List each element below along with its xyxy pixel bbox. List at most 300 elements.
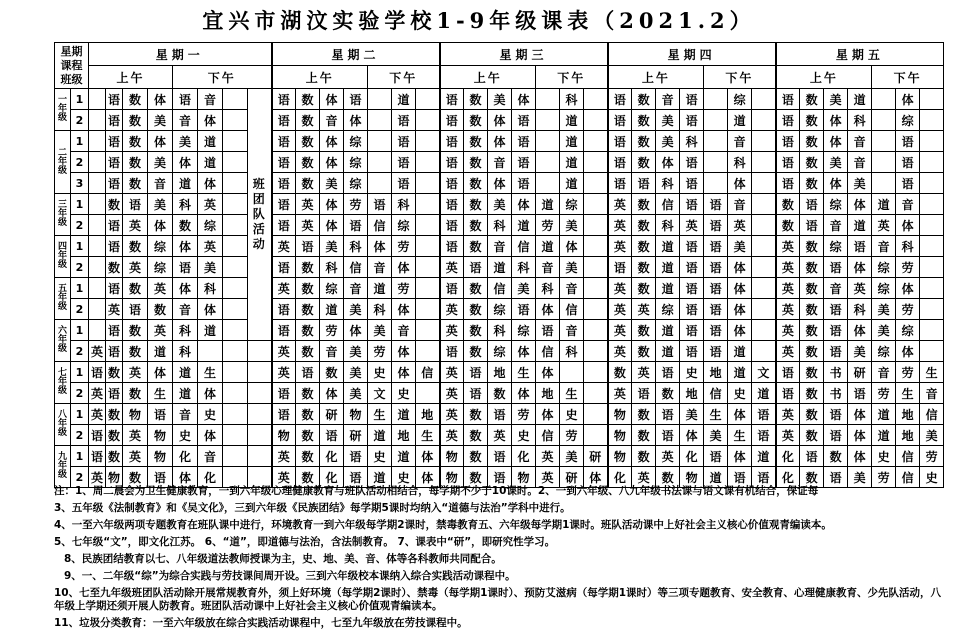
course-cell: 综 bbox=[560, 194, 584, 215]
course-cell: 英 bbox=[272, 467, 296, 488]
course-cell: 体 bbox=[560, 236, 584, 257]
course-cell: 数 bbox=[296, 446, 320, 467]
course-cell bbox=[584, 278, 608, 299]
course-cell: 音 bbox=[824, 278, 848, 299]
course-cell: 语 bbox=[512, 299, 536, 320]
corner-label: 课程 bbox=[60, 58, 83, 72]
course-cell bbox=[89, 320, 106, 341]
course-cell: 道 bbox=[198, 131, 223, 152]
course-cell: 体 bbox=[416, 467, 440, 488]
course-cell: 语 bbox=[896, 131, 920, 152]
class-number: 1 bbox=[71, 362, 89, 383]
class-number: 2 bbox=[71, 467, 89, 488]
table-row bbox=[55, 131, 944, 152]
course-cell: 语 bbox=[440, 89, 464, 110]
course-cell: 生 bbox=[704, 404, 728, 425]
course-cell: 数 bbox=[296, 383, 320, 404]
course-cell: 道 bbox=[752, 446, 776, 467]
grade-label: 八年级 bbox=[55, 404, 71, 446]
course-cell: 英 bbox=[632, 299, 656, 320]
course-cell bbox=[872, 110, 896, 131]
course-cell: 信 bbox=[368, 215, 392, 236]
course-cell: 科 bbox=[680, 131, 704, 152]
course-cell: 美 bbox=[560, 446, 584, 467]
course-cell: 语 bbox=[392, 131, 416, 152]
course-cell: 体 bbox=[198, 425, 223, 446]
course-cell bbox=[920, 194, 944, 215]
course-cell: 数 bbox=[173, 215, 198, 236]
course-cell: 化 bbox=[680, 446, 704, 467]
course-cell bbox=[584, 194, 608, 215]
course-cell bbox=[704, 173, 728, 194]
course-cell: 美 bbox=[368, 320, 392, 341]
course-cell: 体 bbox=[173, 278, 198, 299]
course-cell bbox=[416, 383, 440, 404]
header-row-ampm bbox=[55, 66, 944, 89]
course-cell bbox=[584, 110, 608, 131]
course-cell: 地 bbox=[488, 362, 512, 383]
course-cell: 语 bbox=[173, 257, 198, 278]
course-cell: 语 bbox=[464, 257, 488, 278]
course-cell: 语 bbox=[272, 320, 296, 341]
course-cell bbox=[920, 257, 944, 278]
course-cell: 语 bbox=[704, 257, 728, 278]
course-cell: 数 bbox=[464, 320, 488, 341]
class-number: 1 bbox=[71, 278, 89, 299]
grade-label: 六年级 bbox=[55, 320, 71, 362]
course-cell: 地 bbox=[392, 425, 416, 446]
course-cell: 体 bbox=[344, 110, 368, 131]
table-row bbox=[55, 257, 944, 278]
course-cell: 数 bbox=[656, 467, 680, 488]
course-cell bbox=[89, 194, 106, 215]
course-cell: 语 bbox=[106, 110, 123, 131]
course-cell: 物 bbox=[608, 425, 632, 446]
course-cell: 美 bbox=[920, 425, 944, 446]
course-cell bbox=[416, 131, 440, 152]
course-cell: 美 bbox=[560, 257, 584, 278]
course-cell: 体 bbox=[896, 89, 920, 110]
course-cell: 体 bbox=[488, 110, 512, 131]
course-cell: 英 bbox=[123, 362, 148, 383]
course-cell bbox=[584, 404, 608, 425]
course-cell: 劳 bbox=[320, 320, 344, 341]
course-cell: 音 bbox=[173, 404, 198, 425]
course-cell: 综 bbox=[728, 89, 752, 110]
course-cell: 语 bbox=[752, 404, 776, 425]
course-cell: 道 bbox=[148, 341, 173, 362]
course-cell: 道 bbox=[560, 173, 584, 194]
course-cell bbox=[920, 299, 944, 320]
course-cell: 体 bbox=[824, 173, 848, 194]
course-cell: 体 bbox=[824, 131, 848, 152]
course-cell: 物 bbox=[440, 446, 464, 467]
course-cell: 美 bbox=[344, 383, 368, 404]
course-cell: 科 bbox=[896, 236, 920, 257]
course-cell: 综 bbox=[488, 341, 512, 362]
course-cell: 音 bbox=[824, 215, 848, 236]
course-cell: 英 bbox=[680, 215, 704, 236]
course-cell: 语 bbox=[272, 404, 296, 425]
course-cell: 语 bbox=[800, 215, 824, 236]
course-cell: 语 bbox=[440, 131, 464, 152]
table-row bbox=[55, 425, 944, 446]
course-cell: 英 bbox=[776, 404, 800, 425]
class-number: 2 bbox=[71, 152, 89, 173]
course-cell bbox=[248, 404, 272, 425]
course-cell: 劳 bbox=[920, 446, 944, 467]
course-cell: 体 bbox=[728, 404, 752, 425]
course-cell: 美 bbox=[198, 257, 223, 278]
course-cell bbox=[704, 131, 728, 152]
course-cell: 道 bbox=[173, 173, 198, 194]
course-cell: 语 bbox=[512, 131, 536, 152]
course-cell: 语 bbox=[440, 110, 464, 131]
course-cell: 美 bbox=[173, 131, 198, 152]
course-cell: 地 bbox=[896, 425, 920, 446]
course-cell: 数 bbox=[106, 362, 123, 383]
course-cell bbox=[248, 362, 272, 383]
course-cell: 数 bbox=[464, 215, 488, 236]
course-cell bbox=[416, 152, 440, 173]
course-cell: 语 bbox=[106, 278, 123, 299]
course-cell bbox=[223, 362, 248, 383]
course-cell: 数 bbox=[632, 425, 656, 446]
course-cell: 科 bbox=[198, 278, 223, 299]
grade-label: 五年级 bbox=[55, 278, 71, 320]
course-cell: 数 bbox=[632, 110, 656, 131]
table-row bbox=[55, 152, 944, 173]
course-cell: 英 bbox=[106, 299, 123, 320]
course-cell: 信 bbox=[560, 299, 584, 320]
course-cell: 语 bbox=[440, 278, 464, 299]
course-cell: 数 bbox=[800, 467, 824, 488]
course-cell: 史 bbox=[368, 446, 392, 467]
table-row bbox=[55, 110, 944, 131]
course-cell: 美 bbox=[560, 215, 584, 236]
course-cell: 语 bbox=[728, 467, 752, 488]
course-cell bbox=[584, 341, 608, 362]
course-cell: 英 bbox=[440, 362, 464, 383]
note-line: 4、一至六年级两项专题教育在班队课中进行，环境教育一到六年级每学期2课时，禁毒教育五、六年级每学期1课时。班队活动课中上好社会主义核心价值观青编读本。 bbox=[54, 519, 832, 531]
course-cell bbox=[368, 173, 392, 194]
course-cell: 体 bbox=[848, 257, 872, 278]
course-cell: 化 bbox=[608, 467, 632, 488]
course-cell: 语 bbox=[776, 362, 800, 383]
course-cell: 劳 bbox=[536, 215, 560, 236]
course-cell bbox=[223, 257, 248, 278]
course-cell: 英 bbox=[272, 362, 296, 383]
course-cell: 语 bbox=[536, 320, 560, 341]
course-cell: 音 bbox=[896, 194, 920, 215]
course-cell bbox=[89, 215, 106, 236]
class-number: 1 bbox=[71, 236, 89, 257]
course-cell: 语 bbox=[680, 278, 704, 299]
course-cell: 数 bbox=[123, 278, 148, 299]
corner-label: 班级 bbox=[60, 72, 83, 86]
course-cell: 道 bbox=[173, 362, 198, 383]
table-row bbox=[55, 194, 944, 215]
course-cell: 英 bbox=[776, 425, 800, 446]
course-cell: 美 bbox=[512, 278, 536, 299]
course-cell bbox=[223, 152, 248, 173]
course-cell: 英 bbox=[296, 215, 320, 236]
course-cell bbox=[920, 278, 944, 299]
course-cell: 语 bbox=[272, 152, 296, 173]
course-cell: 语 bbox=[464, 383, 488, 404]
course-cell: 音 bbox=[872, 236, 896, 257]
course-cell bbox=[89, 110, 106, 131]
course-cell: 语 bbox=[392, 152, 416, 173]
course-cell: 史 bbox=[198, 404, 223, 425]
course-cell bbox=[89, 278, 106, 299]
course-cell: 英 bbox=[440, 425, 464, 446]
morning-header: 上午 bbox=[440, 66, 536, 89]
course-cell: 体 bbox=[728, 278, 752, 299]
course-cell bbox=[89, 89, 106, 110]
course-cell: 英 bbox=[536, 446, 560, 467]
course-cell: 美 bbox=[824, 152, 848, 173]
course-cell: 道 bbox=[392, 89, 416, 110]
course-cell: 体 bbox=[536, 299, 560, 320]
course-cell: 美 bbox=[872, 299, 896, 320]
course-cell: 英 bbox=[440, 383, 464, 404]
course-cell: 英 bbox=[488, 425, 512, 446]
course-cell: 劳 bbox=[392, 236, 416, 257]
course-cell bbox=[872, 152, 896, 173]
course-cell bbox=[416, 215, 440, 236]
activity-char: 队 bbox=[252, 207, 266, 221]
course-cell: 体 bbox=[848, 404, 872, 425]
course-cell: 科 bbox=[848, 110, 872, 131]
course-cell bbox=[536, 152, 560, 173]
course-cell: 史 bbox=[872, 446, 896, 467]
course-cell bbox=[584, 362, 608, 383]
course-cell: 数 bbox=[632, 257, 656, 278]
course-cell: 道 bbox=[368, 425, 392, 446]
course-cell: 科 bbox=[656, 215, 680, 236]
course-cell bbox=[536, 110, 560, 131]
course-cell: 综 bbox=[344, 152, 368, 173]
course-cell: 道 bbox=[656, 320, 680, 341]
course-cell: 英 bbox=[608, 278, 632, 299]
course-cell: 语 bbox=[89, 446, 106, 467]
course-cell bbox=[584, 152, 608, 173]
class-number: 3 bbox=[71, 173, 89, 194]
course-cell bbox=[223, 236, 248, 257]
course-cell: 体 bbox=[824, 110, 848, 131]
course-cell: 美 bbox=[344, 341, 368, 362]
course-cell bbox=[920, 236, 944, 257]
course-cell bbox=[223, 131, 248, 152]
course-cell bbox=[752, 194, 776, 215]
course-cell: 英 bbox=[776, 278, 800, 299]
course-cell bbox=[198, 341, 223, 362]
course-cell: 综 bbox=[344, 131, 368, 152]
course-cell: 数 bbox=[296, 341, 320, 362]
course-cell: 语 bbox=[680, 194, 704, 215]
course-cell: 道 bbox=[656, 278, 680, 299]
day-header-5: 星期五 bbox=[776, 43, 944, 66]
course-cell: 综 bbox=[872, 278, 896, 299]
course-cell: 综 bbox=[320, 278, 344, 299]
course-cell bbox=[752, 299, 776, 320]
course-cell bbox=[584, 173, 608, 194]
course-cell: 数 bbox=[296, 89, 320, 110]
course-cell: 物 bbox=[148, 446, 173, 467]
morning-header: 上午 bbox=[608, 66, 704, 89]
course-cell: 道 bbox=[560, 131, 584, 152]
day-header-4: 星期四 bbox=[608, 43, 776, 66]
course-cell: 数 bbox=[296, 299, 320, 320]
course-cell: 语 bbox=[272, 173, 296, 194]
course-cell: 语 bbox=[824, 425, 848, 446]
course-cell: 体 bbox=[512, 89, 536, 110]
course-cell: 数 bbox=[632, 89, 656, 110]
course-cell: 数 bbox=[464, 404, 488, 425]
course-cell: 语 bbox=[752, 467, 776, 488]
course-cell: 数 bbox=[632, 194, 656, 215]
course-cell: 化 bbox=[198, 467, 223, 488]
course-cell: 音 bbox=[560, 320, 584, 341]
morning-header: 上午 bbox=[272, 66, 368, 89]
course-cell: 英 bbox=[608, 299, 632, 320]
course-cell: 生 bbox=[416, 425, 440, 446]
course-cell: 科 bbox=[848, 299, 872, 320]
course-cell: 体 bbox=[320, 89, 344, 110]
course-cell: 数 bbox=[123, 89, 148, 110]
course-cell: 英 bbox=[776, 320, 800, 341]
course-cell: 音 bbox=[148, 173, 173, 194]
table-row bbox=[55, 89, 944, 110]
course-cell: 语 bbox=[752, 425, 776, 446]
course-cell: 体 bbox=[320, 194, 344, 215]
course-cell: 音 bbox=[488, 152, 512, 173]
course-cell: 道 bbox=[512, 215, 536, 236]
course-cell bbox=[920, 320, 944, 341]
course-cell: 劳 bbox=[512, 404, 536, 425]
course-cell bbox=[416, 299, 440, 320]
course-cell: 数 bbox=[800, 89, 824, 110]
course-cell: 数 bbox=[296, 404, 320, 425]
course-cell: 语 bbox=[488, 404, 512, 425]
course-cell: 生 bbox=[920, 362, 944, 383]
course-cell bbox=[536, 89, 560, 110]
course-cell: 音 bbox=[848, 152, 872, 173]
course-cell: 研 bbox=[560, 467, 584, 488]
course-cell: 语 bbox=[106, 341, 123, 362]
course-cell bbox=[584, 89, 608, 110]
course-cell bbox=[872, 89, 896, 110]
course-cell: 英 bbox=[872, 215, 896, 236]
course-cell: 文 bbox=[752, 362, 776, 383]
course-cell: 科 bbox=[488, 215, 512, 236]
course-cell: 体 bbox=[198, 173, 223, 194]
course-cell: 史 bbox=[392, 383, 416, 404]
course-cell: 数 bbox=[632, 446, 656, 467]
course-cell bbox=[89, 152, 106, 173]
course-cell: 信 bbox=[704, 383, 728, 404]
course-cell bbox=[704, 152, 728, 173]
afternoon-header: 下午 bbox=[536, 66, 608, 89]
course-cell: 数 bbox=[800, 152, 824, 173]
course-cell: 生 bbox=[512, 362, 536, 383]
course-cell: 美 bbox=[824, 89, 848, 110]
course-cell: 综 bbox=[198, 215, 223, 236]
course-cell: 体 bbox=[848, 425, 872, 446]
course-cell: 语 bbox=[680, 299, 704, 320]
course-cell bbox=[416, 89, 440, 110]
course-cell bbox=[89, 236, 106, 257]
course-cell: 史 bbox=[560, 404, 584, 425]
course-cell: 语 bbox=[89, 362, 106, 383]
course-cell: 语 bbox=[106, 173, 123, 194]
course-cell: 语 bbox=[272, 89, 296, 110]
corner-label: 星期 bbox=[60, 44, 83, 58]
course-cell: 体 bbox=[392, 362, 416, 383]
course-cell: 语 bbox=[848, 383, 872, 404]
course-cell: 科 bbox=[173, 341, 198, 362]
course-cell: 语 bbox=[106, 383, 123, 404]
course-cell: 语 bbox=[89, 425, 106, 446]
course-cell: 科 bbox=[560, 89, 584, 110]
course-cell: 史 bbox=[512, 425, 536, 446]
course-cell: 语 bbox=[123, 299, 148, 320]
course-cell bbox=[223, 110, 248, 131]
course-cell: 物 bbox=[148, 425, 173, 446]
afternoon-header: 下午 bbox=[872, 66, 944, 89]
course-cell: 语 bbox=[704, 446, 728, 467]
course-cell: 数 bbox=[296, 152, 320, 173]
course-cell bbox=[560, 362, 584, 383]
course-cell: 化 bbox=[320, 467, 344, 488]
course-cell: 语 bbox=[800, 194, 824, 215]
class-number: 2 bbox=[71, 425, 89, 446]
course-cell bbox=[872, 131, 896, 152]
corner-cell bbox=[55, 43, 89, 89]
course-cell: 数 bbox=[123, 173, 148, 194]
course-cell bbox=[416, 341, 440, 362]
course-cell bbox=[368, 152, 392, 173]
course-cell: 综 bbox=[872, 341, 896, 362]
course-cell: 研 bbox=[320, 404, 344, 425]
course-cell: 数 bbox=[824, 446, 848, 467]
course-cell: 物 bbox=[344, 404, 368, 425]
course-cell: 道 bbox=[320, 299, 344, 320]
course-cell bbox=[223, 320, 248, 341]
course-cell bbox=[920, 215, 944, 236]
course-cell: 英 bbox=[608, 194, 632, 215]
course-cell bbox=[248, 446, 272, 467]
course-cell: 英 bbox=[632, 362, 656, 383]
table-row bbox=[55, 362, 944, 383]
class-number: 1 bbox=[71, 131, 89, 152]
course-cell: 数 bbox=[464, 173, 488, 194]
course-cell bbox=[584, 425, 608, 446]
class-number: 2 bbox=[71, 215, 89, 236]
course-cell: 道 bbox=[488, 257, 512, 278]
afternoon-header: 下午 bbox=[173, 66, 272, 89]
course-cell: 语 bbox=[488, 446, 512, 467]
course-cell: 语 bbox=[148, 467, 173, 488]
course-cell: 道 bbox=[848, 89, 872, 110]
course-cell: 科 bbox=[392, 194, 416, 215]
course-cell: 科 bbox=[536, 278, 560, 299]
course-cell: 语 bbox=[272, 299, 296, 320]
course-cell: 美 bbox=[656, 110, 680, 131]
course-cell: 英 bbox=[608, 320, 632, 341]
header-row-days bbox=[55, 43, 944, 66]
